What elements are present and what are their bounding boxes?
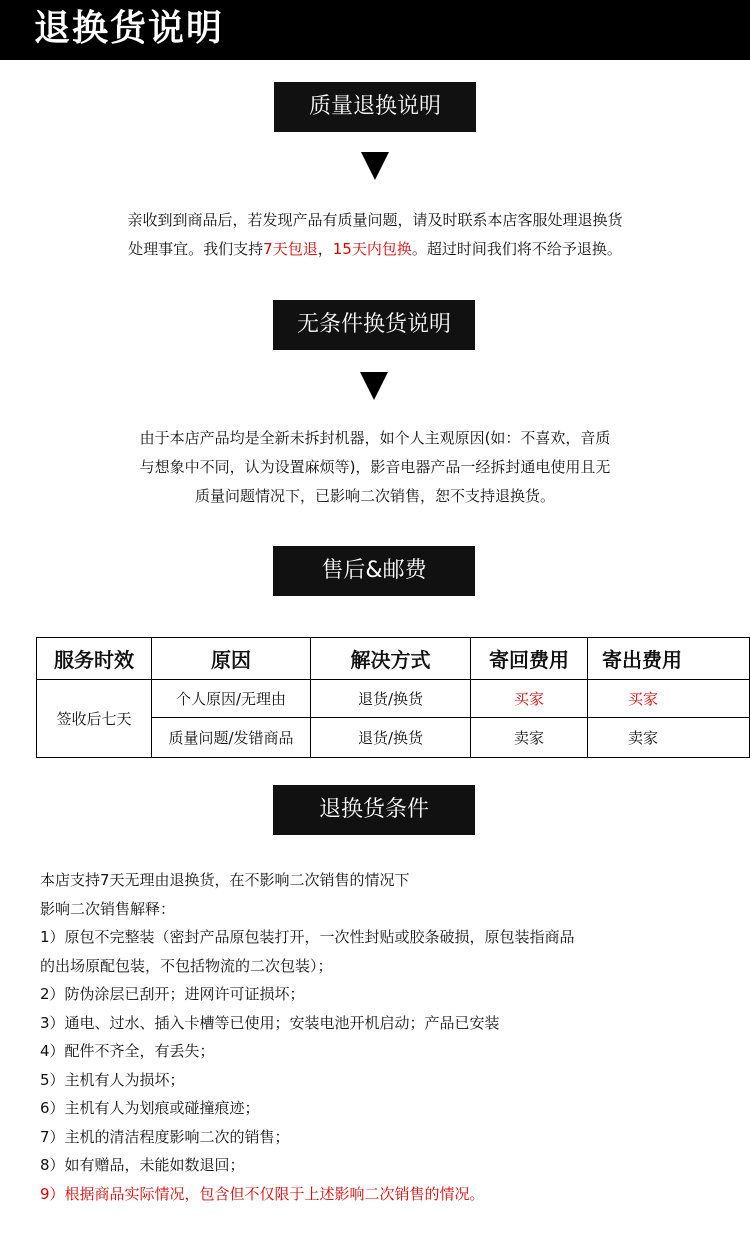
send-fee-cell: 买家 [588, 680, 750, 718]
col-header-period: 服务时效 [37, 638, 152, 680]
list-item: 4）配件不齐全，有丢失； [40, 1042, 215, 1060]
solution-cell: 退货/换货 [311, 718, 471, 758]
page-title: 退换货说明 [34, 8, 225, 49]
quality-line-2 [0, 235, 750, 264]
unconditional-line-1: 由于本店产品均是全新未拆封机器，如个人主观原因(如：不喜欢，音质 [139, 429, 611, 447]
solution-cell: 退货/换货 [311, 680, 471, 718]
fifteen-day-exchange-highlight: 15天内包换 [332, 240, 412, 258]
conditions-section-title: 退换货条件 [273, 785, 475, 835]
list-item: 的出场原配包装，不包括物流的二次包装）； [40, 956, 333, 975]
list-item: 8）如有赠品，未能如数退回； [40, 1156, 245, 1174]
reason-cell: 个人原因/无理由 [152, 680, 311, 718]
unconditional-paragraph [0, 424, 750, 511]
quality-line-2-text: 处理事宜。我们支持 [128, 240, 264, 258]
quality-line-2-end: 。超过时间我们将不给予退换。 [411, 240, 622, 258]
col-header-return-fee: 寄回费用 [471, 638, 588, 680]
return-fee-cell: 卖家 [471, 718, 588, 758]
unconditional-section-title: 无条件换货说明 [273, 300, 475, 350]
list-item: 1）原包不完整装（密封产品原包装打开，一次性封贴或胶条破损，原包装指商品 [40, 928, 575, 946]
quality-line-1: 亲收到到商品后，若发现产品有质量问题，请及时联系本店客服处理退换货 [127, 211, 623, 229]
list-item-highlight: 9）根据商品实际情况，包含但不仅限于上述影响二次销售的情况。 [40, 1184, 485, 1203]
list-item: 5）主机有人为损坏； [40, 1070, 185, 1089]
down-arrow-icon [360, 372, 388, 400]
list-item: 2）防伪涂层已刮开；进网许可证损坏； [40, 985, 305, 1003]
list-item: 影响二次销售解释： [40, 899, 176, 918]
header-bar [0, 0, 750, 60]
unconditional-line-3: 质量问题情况下，已影响二次销售，恕不支持退换货。 [194, 487, 555, 505]
quality-line-2-sep: ， [317, 240, 333, 258]
return-fee-cell: 买家 [471, 680, 588, 718]
seven-day-return-highlight: 7天包退 [263, 240, 318, 258]
fee-table-header-row [37, 638, 750, 680]
col-header-send-fee: 寄出费用 [588, 638, 750, 680]
quality-section-title: 质量退换说明 [274, 82, 476, 132]
table-row [37, 680, 750, 718]
aftersale-section-title: 售后&邮费 [273, 546, 475, 596]
fee-table [36, 637, 750, 758]
send-fee-cell: 卖家 [588, 718, 750, 758]
col-header-solution: 解决方式 [311, 638, 471, 680]
col-header-reason: 原因 [152, 638, 311, 680]
conditions-list [40, 866, 720, 1208]
unconditional-line-2: 与想象中不同，认为设置麻烦等)，影音电器产品一经拆封通电使用且无 [139, 458, 611, 476]
list-item: 6）主机有人为划痕或碰撞痕迹； [40, 1099, 260, 1117]
reason-cell: 质量问题/发错商品 [152, 718, 311, 758]
list-item: 3）通电、过水、插入卡槽等已使用；安装电池开机启动；产品已安装 [40, 1013, 500, 1032]
list-item: 本店支持7天无理由退换货，在不影响二次销售的情况下 [40, 871, 410, 889]
quality-paragraph [0, 206, 750, 264]
list-item: 7）主机的清洁程度影响二次的销售； [40, 1127, 290, 1146]
down-arrow-icon [361, 152, 389, 180]
period-cell: 签收后七天 [37, 680, 152, 758]
